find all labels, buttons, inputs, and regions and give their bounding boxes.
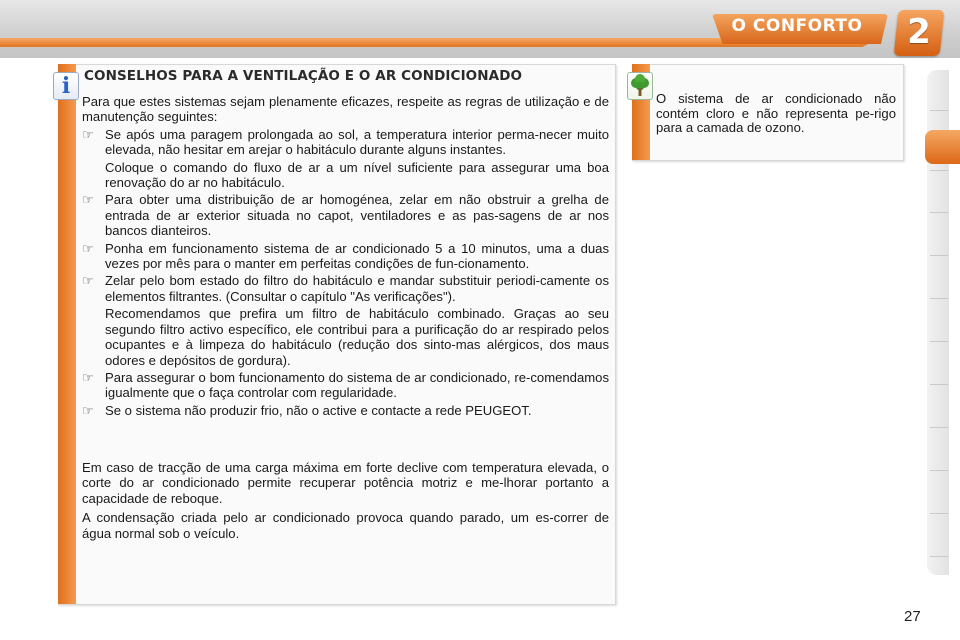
tab-divider — [930, 110, 948, 111]
pointing-hand-icon: ☞ — [82, 192, 94, 208]
tree-icon — [627, 72, 653, 100]
list-item — [82, 370, 609, 401]
bottom-text — [82, 460, 609, 545]
list-item-text: Se após uma paragem prolongada ao sol, a temperatura interior perma-necer muito elevada, não hesitar em arejar o habitáculo durante alguns instantes. — [105, 126, 609, 158]
tab-divider — [930, 384, 948, 385]
ozone-note: O sistema de ar condicionado não contém cloro e não representa pe-rigo para a camada de ozono. — [656, 91, 896, 136]
pointing-hand-icon: ☞ — [82, 402, 94, 418]
list-item — [82, 127, 609, 158]
list-item-text: Zelar pelo bom estado do filtro do habitáculo e mandar substituir periodi-camente os elementos filtrantes. (Consultar o capítulo "As verificações"). — [105, 273, 609, 304]
section-title: O CONFORTO — [731, 16, 863, 36]
list-item — [82, 403, 609, 418]
tab-divider — [930, 170, 948, 171]
tab-divider — [930, 427, 948, 428]
tab-divider — [930, 470, 948, 471]
main-title: CONSELHOS PARA A VENTILAÇÃO E O AR CONDICIONADO — [84, 68, 523, 84]
main-panel-accent-bar — [58, 64, 76, 604]
list-item-continuation: Recomendamos que prefira um filtro de habitáculo combinado. Graças ao seu segundo filtro activo específico, ele contribui para a purificação do ar respirado pelos ocupantes e à limpeza do habitáculo (redução dos sinto-mas alérgicos, dos maus odores e depósitos de gordura). — [105, 306, 609, 368]
tab-divider — [930, 298, 948, 299]
tab-active-chapter[interactable] — [925, 130, 960, 164]
list-item — [82, 273, 609, 304]
list-item-text: Para assegurar o bom funcionamento do sistema de ar condicionado, re-comendamos igualmente que o faça controlar com regularidade. — [105, 369, 609, 401]
info-icon: i — [53, 72, 79, 100]
tab-divider — [930, 255, 948, 256]
tab-divider — [930, 513, 948, 514]
pointing-hand-icon: ☞ — [82, 369, 94, 385]
tab-divider — [930, 341, 948, 342]
towing-paragraph: Em caso de tracção de uma carga máxima em forte declive com temperatura elevada, o corte do ar condicionado permite recuperar potência motriz e me-lhorar portanto a capacidade de reboque. — [82, 460, 609, 506]
list-item-text: Se o sistema não produzir frio, não o active e contacte a rede PEUGEOT. — [105, 402, 532, 418]
pointing-hand-icon: ☞ — [82, 126, 94, 142]
pointing-hand-icon: ☞ — [82, 240, 94, 256]
intro-paragraph: Para que estes sistemas sejam plenamente eficazes, respeite as regras de utilização e de manutenção seguintes: — [82, 94, 609, 125]
pointing-hand-icon: ☞ — [82, 273, 94, 289]
list-item-text: Ponha em funcionamento sistema de ar condicionado 5 a 10 minutos, uma a duas vezes por mês para o manter em perfeitas condições de fun-cionamento. — [105, 240, 609, 272]
tab-divider — [930, 556, 948, 557]
list-item — [82, 241, 609, 272]
list-item-text: Para obter uma distribuição de ar homogénea, zelar em não obstruir a grelha de entrada de ar exterior situada no capot, ventiladores e as pas-sagens de ar nos bancos dianteiros. — [105, 192, 609, 239]
main-text — [82, 94, 609, 420]
page-number: 27 — [904, 608, 921, 625]
chapter-number: 2 — [907, 12, 931, 52]
list-item-continuation: Coloque o comando do fluxo de ar a um nível suficiente para assegurar uma boa renovação do ar no habitáculo. — [105, 159, 609, 191]
condensation-paragraph: A condensação criada pelo ar condicionado provoca quando parado, um es-correr de água normal sob o veículo. — [82, 510, 609, 541]
tab-divider — [930, 212, 948, 213]
list-item — [82, 192, 609, 238]
